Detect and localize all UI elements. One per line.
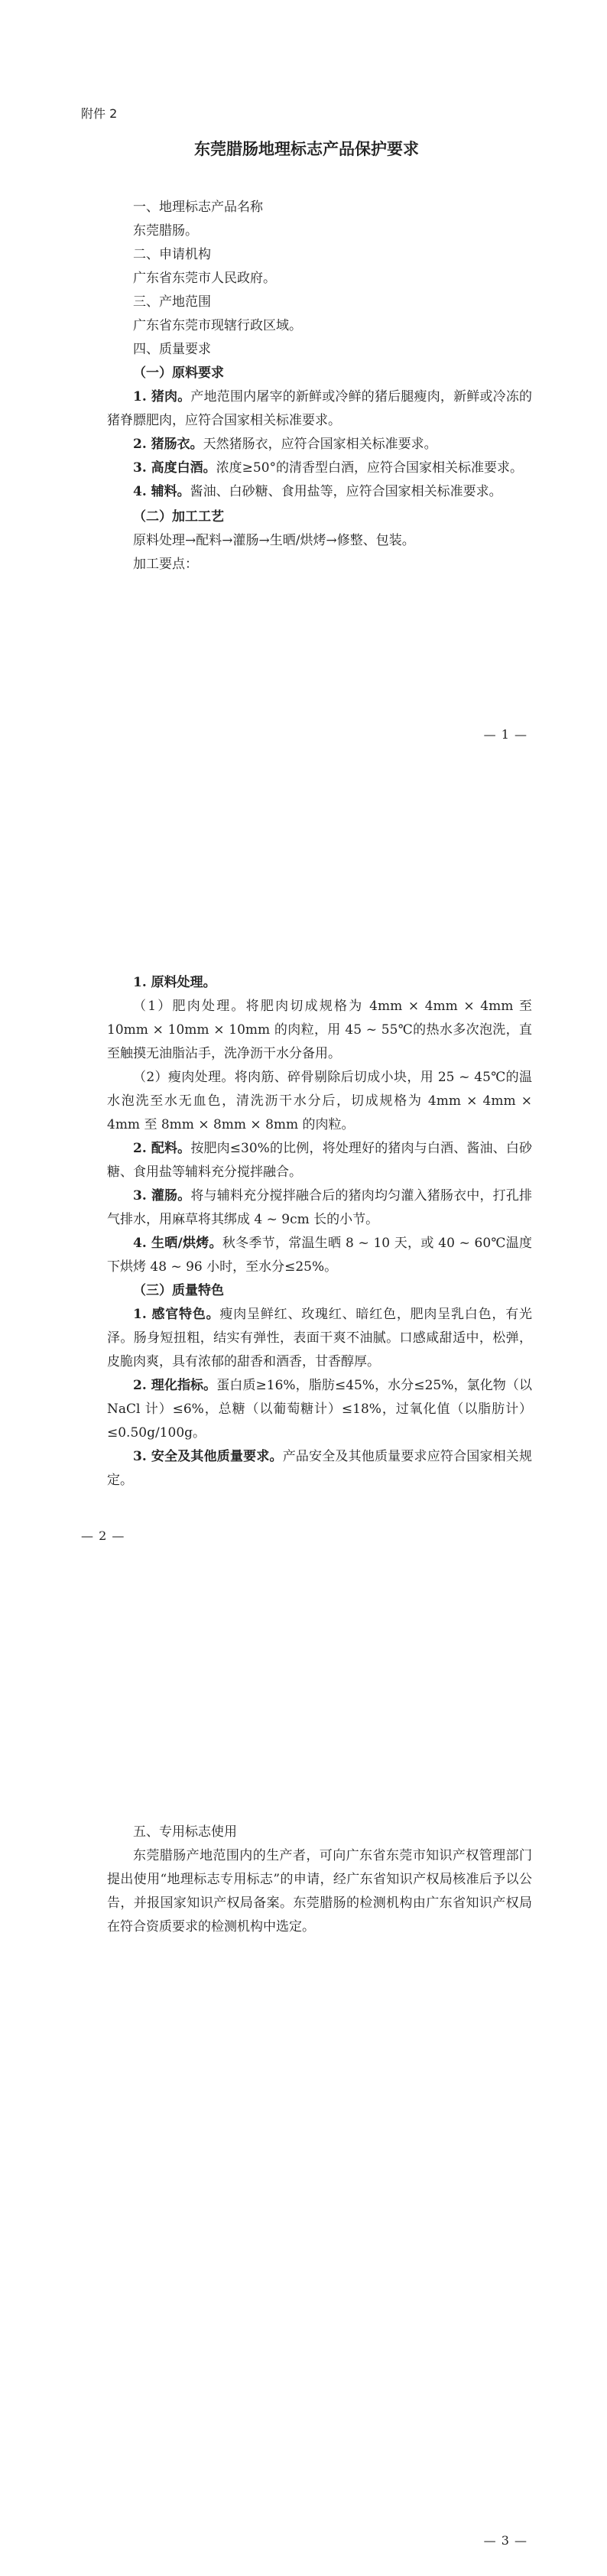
- section-2-heading: 二、申请机构: [133, 247, 211, 262]
- step-1-lean: （2）瘦肉处理。将肉筋、碎骨剔除后切成小块，用 25 ~ 45℃的温水泡洗至水无血色，清洗沥干水分后，切成规格为 4mm × 4mm × 4mm 至 8mm × 8mm × 8mm 的肉粒。: [107, 1070, 532, 1132]
- section-3-text: 广东省东莞市现辖行政区域。: [133, 318, 302, 333]
- section-5-heading: 五、专用标志使用: [133, 1824, 237, 1840]
- page-number-1: — 1 —: [483, 727, 527, 742]
- page-2: [0, 859, 607, 1717]
- subsection-processing: （二）加工工艺: [133, 509, 224, 525]
- item-text: 产地范围内屠宰的新鲜或冷鲜的猪后腿瘦肉，新鲜或冷冻的猪脊膘肥肉，应符合国家相关标准要求。: [107, 389, 532, 428]
- item-label: 1. 猪肉。: [133, 389, 191, 404]
- page-number-3: — 3 —: [483, 2533, 527, 2548]
- item-label: 1. 感官特色。: [133, 1307, 220, 1322]
- item-text: 秋冬季节，常温生晒 8 ~ 10 天，或 40 ~ 60℃温度下烘烤 48 ~ 96 小时，至水分≤25%。: [107, 1236, 532, 1275]
- section-1-heading: 一、地理标志产品名称: [133, 200, 263, 215]
- item-text: 天然猪肠衣，应符合国家相关标准要求。: [203, 437, 437, 452]
- material-item-casing: [107, 433, 532, 456]
- item-label: 3. 高度白酒。: [133, 460, 216, 476]
- item-text: 产品安全及其他质量要求应符合国家相关规定。: [107, 1449, 532, 1488]
- page-1: [0, 0, 607, 859]
- item-text: 蛋白质≥16%，脂肪≤45%，水分≤25%，氯化物（以 NaCl 计）≤6%，总糖（以葡萄糖计）≤18%，过氧化值（以脂肪计）≤0.50g/100g。: [107, 1378, 532, 1441]
- item-label: 2. 配料。: [133, 1141, 191, 1156]
- item-text: 瘦肉呈鲜红、玫瑰红、暗红色，肥肉呈乳白色，有光泽。肠身短扭粗，结实有弹性，表面干爽不油腻。口感咸甜适中，松弹，皮脆肉爽，具有浓郁的甜香和酒香，甘香醇厚。: [107, 1307, 532, 1369]
- page-2-body: [107, 971, 532, 1493]
- step-3-filling: [107, 1184, 532, 1232]
- subsection-quality: （三）质量特色: [133, 1283, 224, 1298]
- quality-physicochemical: [107, 1374, 532, 1445]
- step-1-fat: （1）肥肉处理。将肥肉切成规格为 4mm × 4mm × 4mm 至 10mm × 10mm × 10mm 的肉粒，用 45 ~ 55℃的热水多次泡洗，直至触摸无油脂沾手，洗净沥干水分备用。: [107, 999, 532, 1061]
- subsection-raw-materials: （一）原料要求: [133, 365, 224, 381]
- quality-sensory: [107, 1303, 532, 1374]
- item-label: 3. 灌肠。: [133, 1188, 191, 1204]
- step-2-mixing: [107, 1137, 532, 1184]
- item-label: 4. 生晒/烘烤。: [133, 1236, 222, 1251]
- section-1-text: 东莞腊肠。: [133, 223, 198, 239]
- document-title: 东莞腊肠地理标志产品保护要求: [194, 139, 419, 158]
- quality-safety: [107, 1445, 532, 1493]
- item-text: 浓度≥50°的清香型白酒，应符合国家相关标准要求。: [216, 460, 524, 476]
- item-text: 将与辅料充分搅拌融合后的猪肉均匀灌入猪肠衣中，打孔排气排水，用麻草将其绑成 4 ~ 9cm 长的小节。: [107, 1188, 532, 1227]
- attachment-label: 附件 2: [81, 106, 118, 121]
- section-4-heading: 四、质量要求: [133, 342, 211, 357]
- item-text: 酱油、白砂糖、食用盐等，应符合国家相关标准要求。: [190, 484, 502, 499]
- step-1-label: 1. 原料处理。: [133, 975, 216, 990]
- page-number-2: — 2 —: [81, 1528, 125, 1543]
- section-3-heading: 三、产地范围: [133, 294, 211, 310]
- material-item-auxiliary: [107, 480, 532, 504]
- page-3-body: [107, 1821, 532, 1939]
- title-block: [81, 138, 532, 161]
- item-label: 2. 猪肠衣。: [133, 437, 203, 452]
- section-5-text: 东莞腊肠产地范围内的生产者，可向广东省东莞市知识产权管理部门提出使用“地理标志专用标志”的申请，经广东省知识产权局核准后予以公告，并报国家知识产权局备案。东莞腊肠的检测机构由广东省知识产权局在符合资质要求的检测机构中选定。: [107, 1848, 532, 1934]
- section-2-text: 广东省东莞市人民政府。: [133, 271, 276, 286]
- item-label: 2. 理化指标。: [133, 1378, 217, 1393]
- page-1-body: [107, 196, 532, 577]
- material-item-liquor: [107, 456, 532, 480]
- item-label: 3. 安全及其他质量要求。: [133, 1449, 283, 1464]
- item-text: 按肥肉≤30%的比例，将处理好的猪肉与白酒、酱油、白砂糖、食用盐等辅料充分搅拌融合。: [107, 1141, 533, 1180]
- process-flow: 原料处理→配料→灌肠→生晒/烘烤→修整、包装。: [133, 533, 415, 548]
- page-3: [0, 1717, 607, 2576]
- step-4-drying: [107, 1232, 532, 1279]
- item-label: 4. 辅料。: [133, 484, 190, 499]
- material-item-pork: [107, 385, 532, 433]
- key-points-label: 加工要点：: [133, 557, 198, 572]
